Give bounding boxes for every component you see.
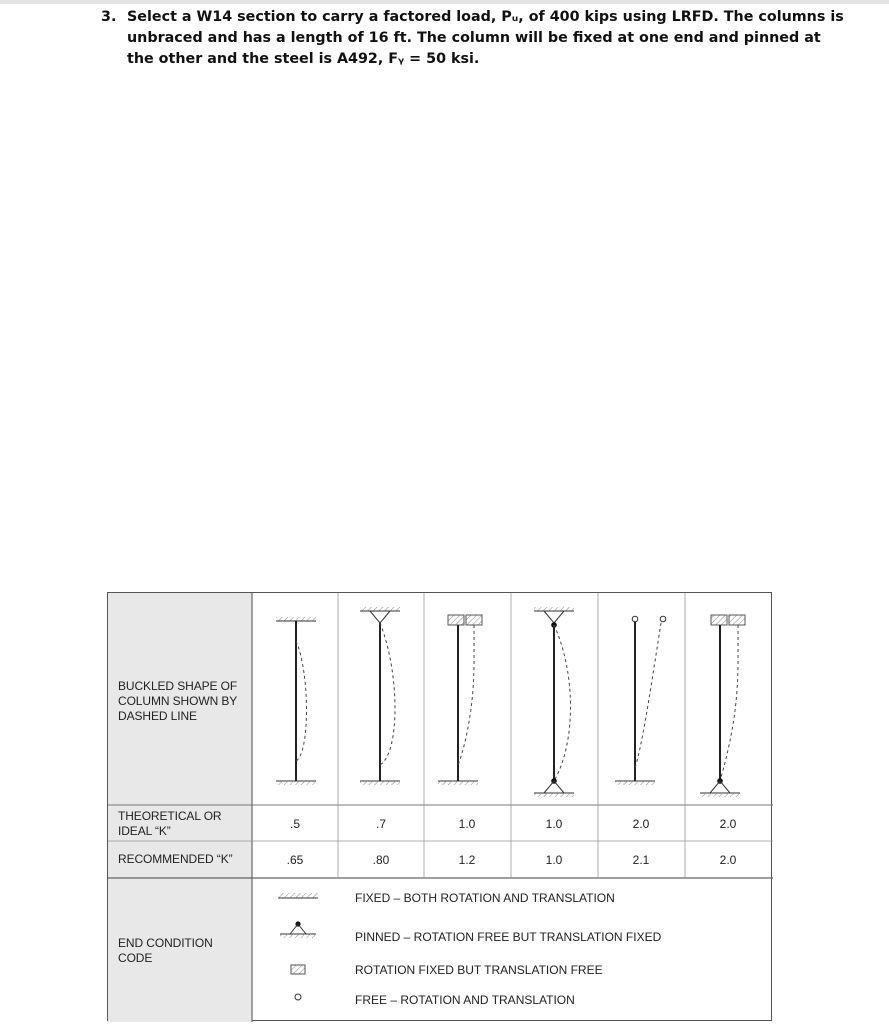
problem-number: 3.: [101, 9, 117, 25]
theoretical-k-value: 1.0: [458, 817, 476, 831]
recommended-k-value: 1.2: [458, 853, 476, 867]
recommended-k-value: .80: [372, 853, 390, 867]
column-diagram-roller-pinned: [700, 615, 745, 797]
legend-fixed-text: FIXED – BOTH ROTATION AND TRANSLATION: [355, 891, 615, 905]
row-label-recommended-k: RECOMMENDED “K”: [118, 852, 233, 866]
problem-line-2: unbraced and has a length of 16 ft. The column will be fixed at one end and pinned at: [127, 30, 821, 46]
legend-rotation-fixed-text: ROTATION FIXED BUT TRANSLATION FREE: [355, 963, 603, 977]
column-diagram-free-fixed: [615, 616, 666, 785]
column-diagram-roller-fixed: [438, 615, 482, 785]
problem-line-1: Select a W14 section to carry a factored load, Pᵤ, of 400 kips using LRFD. The columns is: [127, 9, 844, 25]
row-label-end-condition-code: END CONDITION CODE: [118, 936, 213, 965]
theoretical-k-value: 1.0: [545, 817, 563, 831]
effective-length-factor-table: [107, 592, 772, 1021]
recommended-k-value: 2.0: [719, 853, 737, 867]
column-diagram-pinned-pinned: [534, 607, 574, 797]
free-circle-icon: [295, 994, 301, 1000]
theoretical-k-value: .7: [375, 817, 386, 831]
legend-pinned-text: PINNED – ROTATION FREE BUT TRANSLATION FIXED: [355, 930, 662, 944]
recommended-k-value: .65: [286, 853, 304, 867]
theoretical-k-value: .5: [289, 817, 300, 831]
row-label-theoretical-k: THEORETICAL OR IDEAL “K”: [118, 809, 222, 838]
problem-text: [127, 7, 844, 70]
recommended-k-value: 2.1: [632, 853, 650, 867]
fixed-hatch-icon: [278, 893, 318, 898]
roller-box-icon: [291, 965, 305, 974]
legend-free-text: FREE – ROTATION AND TRANSLATION: [355, 993, 575, 1007]
theoretical-k-value: 2.0: [719, 817, 737, 831]
pinned-support-icon: [280, 921, 316, 938]
recommended-k-value: 1.0: [545, 853, 563, 867]
column-diagram-pinned-fixed: [360, 607, 400, 785]
column-diagram-fixed-fixed: [276, 617, 316, 785]
page-top-rule: [0, 0, 889, 4]
theoretical-k-value: 2.0: [632, 817, 650, 831]
row-label-buckled-shape: BUCKLED SHAPE OF COLUMN SHOWN BY DASHED LINE: [118, 679, 238, 723]
problem-line-3: the other and the steel is A492, Fᵧ = 50 ksi.: [127, 51, 480, 67]
